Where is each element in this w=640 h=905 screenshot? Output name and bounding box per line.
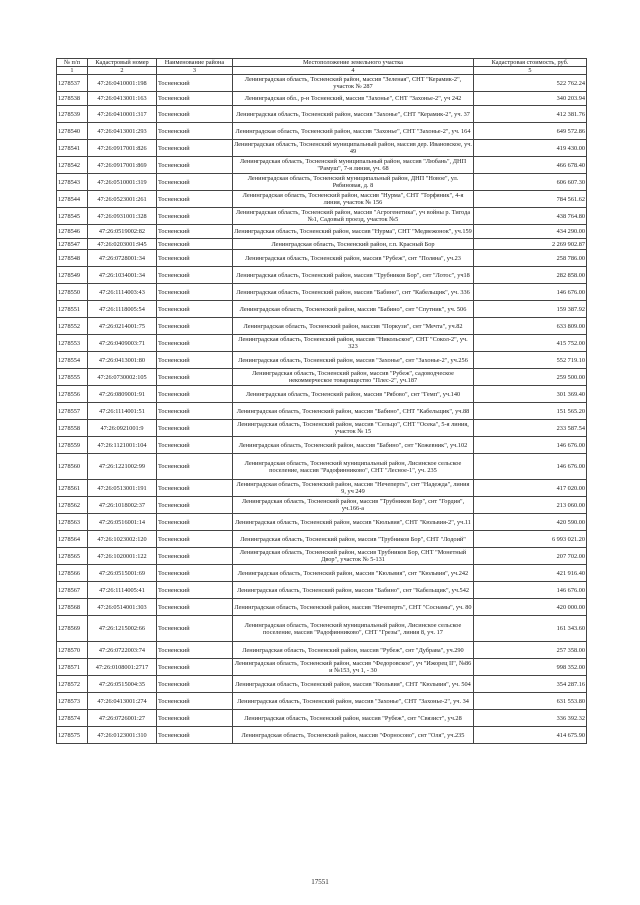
- district-name: Тосненский: [157, 642, 233, 659]
- district-name: Тосненский: [157, 548, 233, 565]
- cadastral-number: 47:26:0413001:163: [88, 92, 157, 106]
- page-number: 17551: [311, 878, 329, 886]
- parcel-location: Ленинградская область, Тосненский район, массив "Рубеж", садоводческое некоммерческое товарищество "Плес-2", уч.187: [233, 369, 474, 386]
- table-row: [57, 106, 587, 123]
- row-number: 1278541: [57, 140, 88, 157]
- table-row: [57, 318, 587, 335]
- parcel-location: Ленинградская область, Тосненский район, г.п. Красный Бор: [233, 239, 474, 250]
- table-row: [57, 548, 587, 565]
- row-number: 1278575: [57, 727, 88, 744]
- table-row: [57, 157, 587, 174]
- cadastral-value: 301 369.40: [474, 386, 587, 403]
- cadastral-number: 47:26:0516001:14: [88, 514, 157, 531]
- cadastral-number: 47:26:1121001:104: [88, 437, 157, 454]
- cadastral-value: 207 702.00: [474, 548, 587, 565]
- cadastral-number: 47:26:0513001:191: [88, 480, 157, 497]
- row-number: 1278544: [57, 191, 88, 208]
- district-name: Тосненский: [157, 599, 233, 616]
- column-index: 2: [88, 67, 157, 75]
- district-name: Тосненский: [157, 420, 233, 437]
- cadastral-value: 552 719.10: [474, 352, 587, 369]
- district-name: Тосненский: [157, 335, 233, 352]
- cadastral-number: 47:26:1018002:37: [88, 497, 157, 514]
- row-number: 1278562: [57, 497, 88, 514]
- district-name: Тосненский: [157, 369, 233, 386]
- district-name: Тосненский: [157, 480, 233, 497]
- table-row: [57, 497, 587, 514]
- row-number: 1278570: [57, 642, 88, 659]
- table-row: [57, 480, 587, 497]
- table-row: [57, 174, 587, 191]
- parcel-location: Ленинградская область, Тосненский район, массив "Кюльвия", СНТ "Кюльвия-2", уч.11: [233, 514, 474, 531]
- cadastral-value: 784 561.62: [474, 191, 587, 208]
- cadastral-number: 47:26:0413001:80: [88, 352, 157, 369]
- row-number: 1278539: [57, 106, 88, 123]
- cadastral-value: 146 676.00: [474, 582, 587, 599]
- district-name: Тосненский: [157, 301, 233, 318]
- cadastral-value: 336 392.32: [474, 710, 587, 727]
- header-location: Местоположение земельного участка: [233, 59, 474, 67]
- parcel-location: Ленинградская область, Тосненский район, массив "Трубников Бор", СНТ "Лодоий": [233, 531, 474, 548]
- cadastral-number: 47:26:0515004:35: [88, 676, 157, 693]
- district-name: Тосненский: [157, 157, 233, 174]
- district-name: Тосненский: [157, 514, 233, 531]
- cadastral-number: 47:26:1221002:99: [88, 454, 157, 480]
- parcel-location: Ленинградская область, Тосненский район, массив "Агрогенетика", уч войны р. Тигода №1, Садовый проезд, участок №5: [233, 208, 474, 225]
- cadastral-value: 340 203.94: [474, 92, 587, 106]
- table-header: [57, 59, 587, 75]
- parcel-location: Ленинградская область, Тосненский район, массив "Форносово", снт "Оля", уч.235: [233, 727, 474, 744]
- district-name: Тосненский: [157, 191, 233, 208]
- cadastral-value: 415 752.00: [474, 335, 587, 352]
- district-name: Тосненский: [157, 693, 233, 710]
- row-number: 1278571: [57, 659, 88, 676]
- column-numbering-row: [57, 67, 587, 75]
- district-name: Тосненский: [157, 727, 233, 744]
- parcel-location: Ленинградская область, Тосненский район, массив "Рубеж", снт "Поляна", уч.23: [233, 250, 474, 267]
- header-row: [57, 59, 587, 67]
- parcel-location: Ленинградская область, Тосненский район, массив "Рубеж", снт "Связист", уч.28: [233, 710, 474, 727]
- header-district: Наименование района: [157, 59, 233, 67]
- parcel-location: Ленинградская область, Тосненский район, массив "Бабино", снт "Кабельщик", уч. 336: [233, 284, 474, 301]
- table-row: [57, 454, 587, 480]
- cadastral-value: 146 676.00: [474, 284, 587, 301]
- table-row: [57, 191, 587, 208]
- row-number: 1278546: [57, 225, 88, 239]
- row-number: 1278540: [57, 123, 88, 140]
- row-number: 1278545: [57, 208, 88, 225]
- table-row: [57, 335, 587, 352]
- row-number: 1278569: [57, 616, 88, 642]
- cadastral-number: 47:26:0514001:303: [88, 599, 157, 616]
- cadastral-number: 47:26:1114001:51: [88, 403, 157, 420]
- district-name: Тосненский: [157, 403, 233, 420]
- row-number: 1278563: [57, 514, 88, 531]
- cadastral-number: 47:26:1034001:34: [88, 267, 157, 284]
- row-number: 1278572: [57, 676, 88, 693]
- row-number: 1278557: [57, 403, 88, 420]
- parcel-location: Ленинградская область, Тосненский район, массив "Захонье", СНТ "Керамик-2", уч. 37: [233, 106, 474, 123]
- cadastral-value: 151 565.20: [474, 403, 587, 420]
- parcel-location: Ленинградская область, Тосненский район, массив "Никольское", СНТ "Сокол-2", уч. 323: [233, 335, 474, 352]
- row-number: 1278560: [57, 454, 88, 480]
- cadastral-number: 47:26:0413001:274: [88, 693, 157, 710]
- district-name: Тосненский: [157, 106, 233, 123]
- table-row: [57, 250, 587, 267]
- cadastral-number: 47:26:0523001:261: [88, 191, 157, 208]
- row-number: 1278537: [57, 75, 88, 92]
- parcel-location: Ленинградская область, Тосненский район, массив "Захонье", СНТ "Захонье-2", уч. 34: [233, 693, 474, 710]
- table-row: [57, 225, 587, 239]
- cadastral-number: 47:26:0410001:198: [88, 75, 157, 92]
- row-number: 1278573: [57, 693, 88, 710]
- cadastral-number: 47:26:1020001:122: [88, 548, 157, 565]
- cadastral-value: 257 358.00: [474, 642, 587, 659]
- parcel-location: Ленинградская область, Тосненский муниципальный район, массив дер. Ивановское, уч. 49: [234, 141, 472, 155]
- table-row: [57, 123, 587, 140]
- row-number: 1278543: [57, 174, 88, 191]
- parcel-location: Ленинградская область, Тосненский район, массив "Бабино", снт "Кабельщик", уч.542: [233, 582, 474, 599]
- parcel-location: Ленинградская область, Тосненский район, массив "Бабино", СНТ "Кабельщик", уч.88: [233, 403, 474, 420]
- cadastral-number: 47:26:0203001:945: [88, 239, 157, 250]
- column-index: 3: [157, 67, 233, 75]
- district-name: Тосненский: [157, 225, 233, 239]
- district-name: Тосненский: [157, 497, 233, 514]
- cadastral-number: 47:26:0722003:74: [88, 642, 157, 659]
- district-name: Тосненский: [157, 284, 233, 301]
- cadastral-value: 233 587.54: [474, 420, 587, 437]
- table-row: [57, 420, 587, 437]
- cadastral-value: 434 290.00: [474, 225, 587, 239]
- district-name: Тосненский: [157, 565, 233, 582]
- cadastral-number: 47:26:1114005:41: [88, 582, 157, 599]
- cadastral-value: 354 287.16: [474, 676, 587, 693]
- cadastral-value: 420 000.00: [474, 599, 587, 616]
- row-number: 1278554: [57, 352, 88, 369]
- cadastral-number: 47:26:0921001:9: [88, 420, 157, 437]
- cadastral-value: 146 676.00: [474, 437, 587, 454]
- row-number: 1278565: [57, 548, 88, 565]
- row-number: 1278553: [57, 335, 88, 352]
- header-number: № п/п: [57, 59, 88, 67]
- row-number: 1278551: [57, 301, 88, 318]
- parcel-location: Ленинградская область, Тосненский район, массив Трубников Бор, СНТ "Монетный Двор", участок № 5-131: [233, 548, 474, 565]
- parcel-location: Ленинградская область, Тосненский район, массив "Бабино", снт "Кожевник", уч.102: [233, 437, 474, 454]
- cadastral-value: 466 678.40: [474, 157, 587, 174]
- row-number: 1278538: [57, 92, 88, 106]
- cadastral-number: 47:26:1118005:54: [88, 301, 157, 318]
- table-row: [57, 301, 587, 318]
- header-cadastral-number: Кадастровый номер: [88, 59, 157, 67]
- cadastral-value: 649 572.86: [474, 123, 587, 140]
- cadastral-value: 282 858.00: [474, 267, 587, 284]
- table-row: [57, 514, 587, 531]
- row-number: 1278547: [57, 239, 88, 250]
- cadastral-value: 417 020.00: [474, 480, 587, 497]
- parcel-location: Ленинградская область, Тосненский район, массив "Рябово", снт "Гемп", уч.140: [233, 386, 474, 403]
- table-row: [57, 642, 587, 659]
- cadastral-value: 146 676.00: [474, 454, 587, 480]
- district-name: Тосненский: [157, 250, 233, 267]
- table-body: [57, 75, 587, 744]
- cadastral-number: 47:26:0409003:71: [88, 335, 157, 352]
- row-number: 1278552: [57, 318, 88, 335]
- table-row: [57, 239, 587, 250]
- district-name: Тосненский: [157, 140, 233, 157]
- cadastral-number: 47:26:0730002:105: [88, 369, 157, 386]
- table-row: [57, 727, 587, 744]
- cadastral-value: 421 916.40: [474, 565, 587, 582]
- table-row: [57, 386, 587, 403]
- district-name: Тосненский: [157, 386, 233, 403]
- parcel-location: Ленинградская область, Тосненский район, массив "Нурма", СНТ "Медвежонок", уч.159: [233, 225, 474, 239]
- district-name: Тосненский: [157, 659, 233, 676]
- parcel-location: Ленинградская область, Тосненский район, массив "Кюльвия", снт "Кюльвия", уч.242: [233, 565, 474, 582]
- cadastral-value: 438 764.80: [474, 208, 587, 225]
- parcel-location: Ленинградская область, Тосненский район, массив "Рубеж", снт "Дубрава", уч.290: [233, 642, 474, 659]
- parcel-location: Ленинградская область, Тосненский район, массив "Сельцо", СНТ "Осека", 5-я линия, участок № 15: [233, 420, 474, 437]
- cadastral-number: 47:26:0214001:75: [88, 318, 157, 335]
- cadastral-value: 2 269 902.87: [474, 239, 587, 250]
- parcel-location: Ленинградская область, Тосненский район, массив "Нурма", СНТ "Торфяник", 4-я линия, участок № 156: [233, 191, 474, 208]
- cadastral-value: 631 553.80: [474, 693, 587, 710]
- cadastral-number: 47:26:0809001:91: [88, 386, 157, 403]
- parcel-location: Ленинградская область, Тосненский муниципальный район, массив "Любань", ДНП "Рамуш", 7-я линия, уч. 68: [233, 157, 474, 174]
- parcel-location: Ленинградская область, Тосненский район, массив "Бабино", снт "Спутник", уч. 506: [233, 301, 474, 318]
- district-name: Тосненский: [157, 710, 233, 727]
- cadastral-number: 47:26:0728001:34: [88, 250, 157, 267]
- cadastral-value: 412 381.76: [474, 106, 587, 123]
- district-name: Тосненский: [157, 352, 233, 369]
- district-name: Тосненский: [157, 454, 233, 480]
- header-value: Кадастровая стоимость, руб.: [474, 59, 587, 67]
- cadastral-number: 47:26:0519002:82: [88, 225, 157, 239]
- cadastral-value: 259 500.00: [474, 369, 587, 386]
- district-name: Тосненский: [157, 676, 233, 693]
- column-index: 4: [233, 67, 474, 75]
- cadastral-number: 47:26:0410001:317: [88, 106, 157, 123]
- row-number: 1278548: [57, 250, 88, 267]
- table-row: [57, 267, 587, 284]
- row-number: 1278555: [57, 369, 88, 386]
- parcel-location: Ленинградская область, Тосненский район, массив "Зеленая", СНТ "Керамик-2", участок № 287: [233, 75, 474, 92]
- table-row: [57, 710, 587, 727]
- cadastral-value: 633 809.00: [474, 318, 587, 335]
- row-number: 1278542: [57, 157, 88, 174]
- parcel-location: Ленинградская область, Тосненский муниципальный район, ДНП "Новое", ул. Рябиновая, д. 8: [233, 174, 474, 191]
- cadastral-number: 47:26:0108001:2717: [88, 659, 157, 676]
- row-number: 1278556: [57, 386, 88, 403]
- table-row: [57, 75, 587, 92]
- row-number: 1278574: [57, 710, 88, 727]
- table-row: [57, 659, 587, 676]
- table-row: [57, 599, 587, 616]
- district-name: Тосненский: [157, 75, 233, 92]
- cadastral-value: 6 993 021.20: [474, 531, 587, 548]
- cadastral-value: 414 675.90: [474, 727, 587, 744]
- cadastral-value: 161 343.60: [474, 616, 587, 642]
- cadastral-number: 47:26:0515001:69: [88, 565, 157, 582]
- table-row: [57, 92, 587, 106]
- cadastral-value: 606 607.30: [474, 174, 587, 191]
- district-name: Тосненский: [157, 616, 233, 642]
- parcel-location: Ленинградская область, Тосненский район, массив "Нечеперть", СНТ "Соснамы", уч. 80: [233, 599, 474, 616]
- table-row: [57, 693, 587, 710]
- row-number: 1278567: [57, 582, 88, 599]
- cadastral-value: 419 430.00: [474, 140, 587, 157]
- parcel-location: Ленинградская область, Тосненский район, массив "Федоровское", уч "Ижорец II", №86 и №153, уч 1, - 30: [233, 659, 474, 676]
- table-row: [57, 140, 587, 157]
- cadastral-value: 522 762.24: [474, 75, 587, 92]
- cadastral-value: 420 590.00: [474, 514, 587, 531]
- parcel-location: Ленинградская обл., р-н Тосненский, массив "Захонье", СНТ "Захонье-2", уч 242: [233, 92, 474, 106]
- table-row: [57, 531, 587, 548]
- parcel-location: Ленинградская область, Тосненский район, массив "Трубников Бор", снт "Гордия", уч.166-а: [233, 497, 474, 514]
- row-number: 1278550: [57, 284, 88, 301]
- row-number: 1278559: [57, 437, 88, 454]
- district-name: Тосненский: [157, 267, 233, 284]
- parcel-location: Ленинградская область, Тосненский район, массив "Трубников Бор", снт "Лотос", уч18: [233, 267, 474, 284]
- cadastral-number: 47:26:1023002:120: [88, 531, 157, 548]
- row-number: 1278558: [57, 420, 88, 437]
- parcel-location: Ленинградская область, Тосненский район, массив "Захонье", снт "Захонье-2", уч.256: [233, 352, 474, 369]
- district-name: Тосненский: [157, 239, 233, 250]
- cadastral-number: 47:26:0510001:319: [88, 174, 157, 191]
- parcel-location: Ленинградская область, Тосненский район, массив "Кюльвия", СНТ "Кюльвия", уч. 504: [233, 676, 474, 693]
- column-index: 5: [474, 67, 587, 75]
- table-row: [57, 352, 587, 369]
- cadastral-number: 47:26:1114003:43: [88, 284, 157, 301]
- cadastral-number: 47:26:0917001:869: [88, 157, 157, 174]
- cadastral-value: 213 060.00: [474, 497, 587, 514]
- parcel-location: Ленинградская область, Тосненский муниципальный район, Лисинское сельское поселение, массив "Радофинниково", СНТ "Лесное-1", уч. 235: [233, 454, 474, 480]
- district-name: Тосненский: [157, 92, 233, 106]
- table-row: [57, 676, 587, 693]
- row-number: 1278561: [57, 480, 88, 497]
- cadastral-value: 159 387.92: [474, 301, 587, 318]
- row-number: 1278566: [57, 565, 88, 582]
- cadastral-number: 47:26:0413001:293: [88, 123, 157, 140]
- district-name: Тосненский: [157, 208, 233, 225]
- district-name: Тосненский: [157, 582, 233, 599]
- table-row: [57, 565, 587, 582]
- table-row: [57, 369, 587, 386]
- table-row: [57, 582, 587, 599]
- parcel-location: Ленинградская область, Тосненский район, массив "Нечеперть", снт "Надежда", линия 9, уч 249: [233, 480, 474, 497]
- cadastral-value-table: [56, 58, 587, 744]
- cadastral-number: 47:26:0123001:310: [88, 727, 157, 744]
- cadastral-number: 47:26:0726001:27: [88, 710, 157, 727]
- row-number: 1278568: [57, 599, 88, 616]
- row-number: 1278564: [57, 531, 88, 548]
- district-name: Тосненский: [157, 174, 233, 191]
- cadastral-value: 998 352.00: [474, 659, 587, 676]
- table-row: [57, 403, 587, 420]
- column-index: 1: [57, 67, 88, 75]
- cadastral-number: 47:26:0931001:328: [88, 208, 157, 225]
- district-name: Тосненский: [157, 531, 233, 548]
- parcel-location: Ленинградская область, Тосненский муниципальный район, Лисинское сельское поселение, массив "Радофинниково", СНТ "Грезы", линия 8, уч. 17: [233, 616, 474, 642]
- table-row: [57, 208, 587, 225]
- district-name: Тосненский: [157, 437, 233, 454]
- district-name: Тосненский: [157, 123, 233, 140]
- table-row: [57, 284, 587, 301]
- cadastral-number: 47:26:1215002:66: [88, 616, 157, 642]
- cadastral-number: 47:26:0917001:826: [88, 140, 157, 157]
- cadastral-value: 258 786.00: [474, 250, 587, 267]
- table-row: [57, 437, 587, 454]
- row-number: 1278549: [57, 267, 88, 284]
- parcel-location: Ленинградская область, Тосненский район, массив "Захонье", СНТ "Захонье-2", уч. 164: [233, 123, 474, 140]
- table-row: [57, 616, 587, 642]
- district-name: Тосненский: [157, 318, 233, 335]
- parcel-location: Ленинградская область, Тосненский район, массив "Поркузи", снт "Мечта", уч.82: [233, 318, 474, 335]
